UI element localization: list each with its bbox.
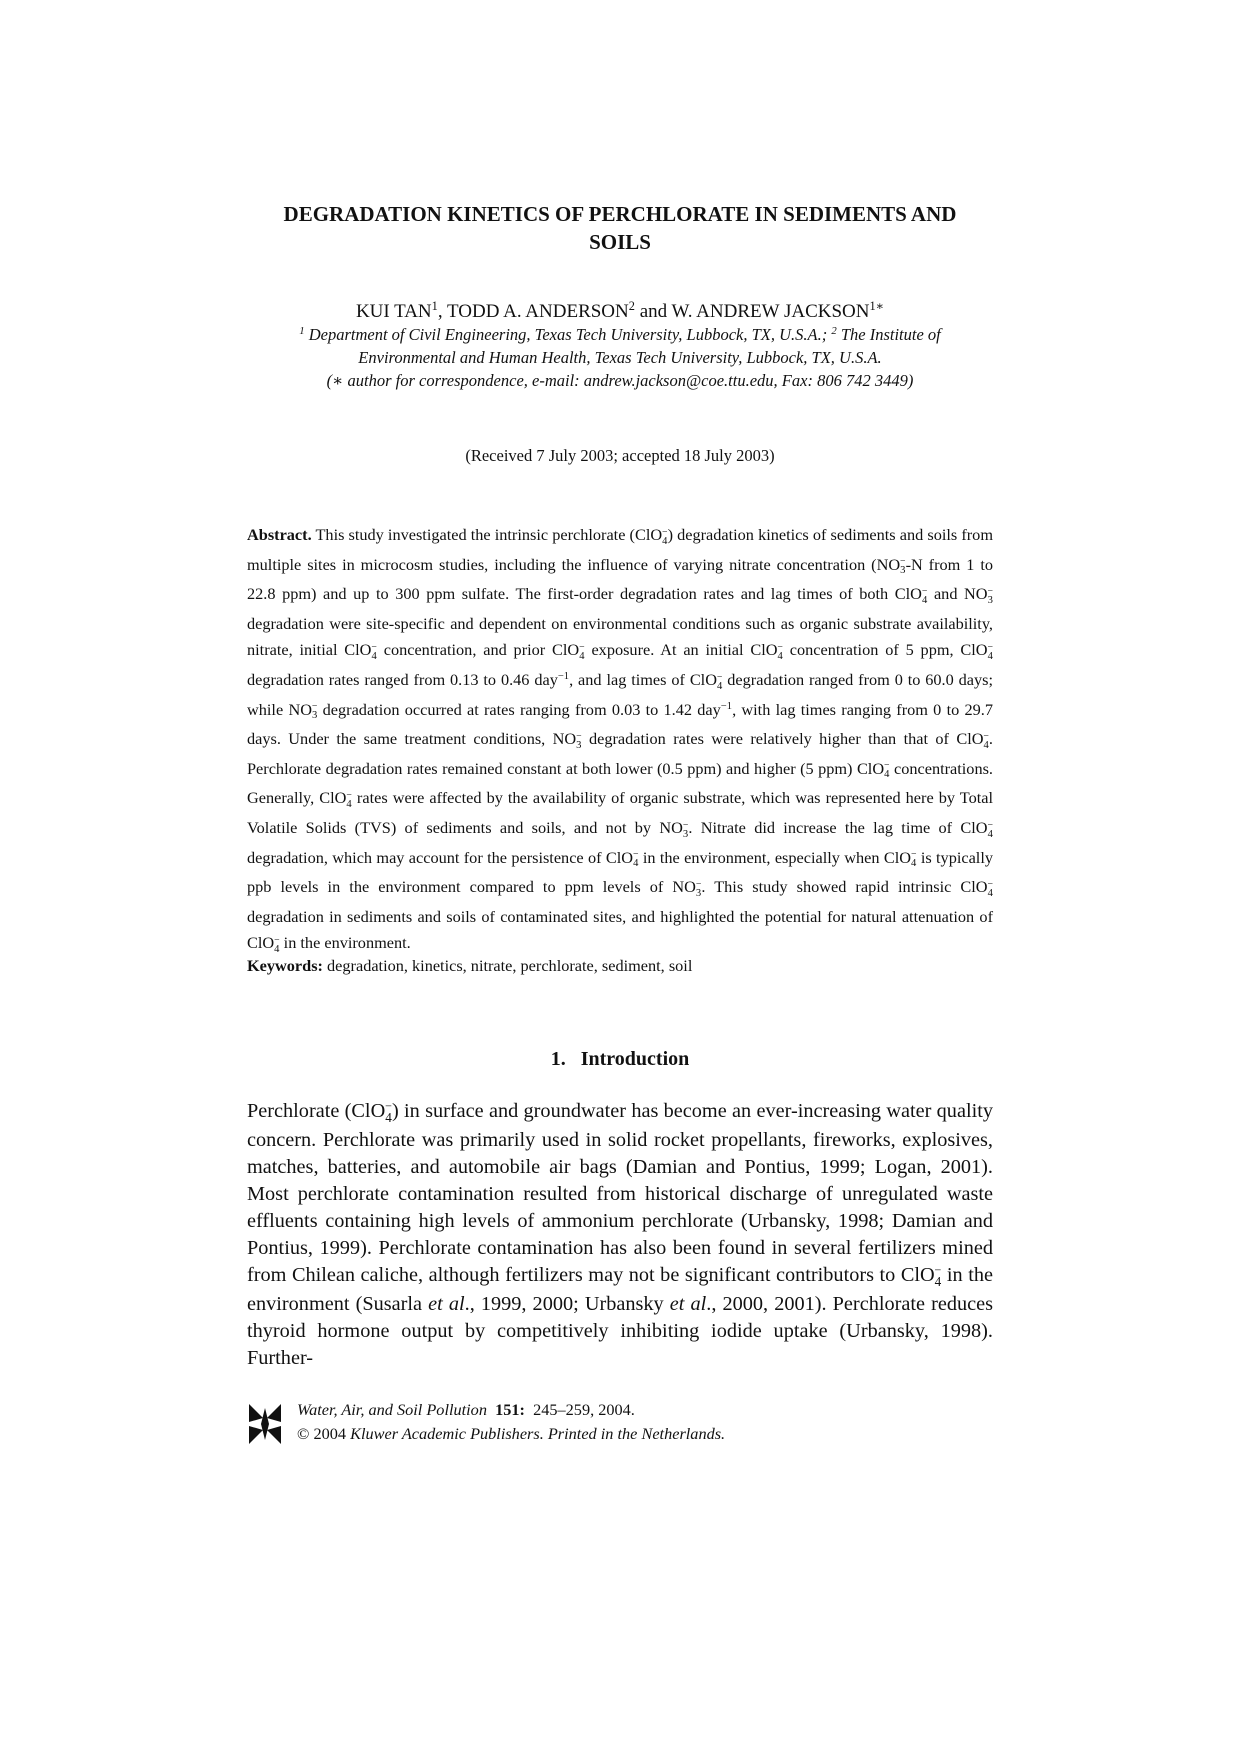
abstract-text: degradation rates were relatively higher than that of bbox=[581, 729, 957, 749]
copyright: © 2004 bbox=[297, 1424, 347, 1443]
author-1: KUI TAN bbox=[355, 301, 432, 322]
abstract-text: degradation in sediments and soils of contaminated sites, and highlighted the potential for natural attenuation of bbox=[247, 906, 993, 926]
nitrate-formula: $NO_3^-$ bbox=[672, 877, 702, 899]
abstract-text: concentrations. Generally, bbox=[247, 758, 993, 808]
abstract-text: is typically ppb levels in the environment compared to ppm levels of bbox=[247, 847, 993, 897]
abstract-text: degradation rates ranged from 0.13 to 0.46 day bbox=[247, 669, 558, 689]
affiliation-line-1 bbox=[230, 323, 1010, 346]
abstract-text: -N from 1 to 22.8 ppm) and up to 300 ppm sulfate. The first-order degradation rates and lag times of both bbox=[247, 554, 993, 604]
title-line-2: SOILS bbox=[589, 230, 651, 254]
intro-text: ) in surface and groundwater has become an ever-increasing water quality concern. Perchlorate was primarily used in solid rocket propellants, fireworks, explosives, matches, batteries, and automobile air bags (Damian and Pontius, 1999; Logan, 2001). Most perchlorate contamination resulted from historical discharge of unregulated waste effluents containing high levels of ammonium perchlorate (Urbansky, 1998; Damian and Pontius, 1999). Perchlorate contamination has also been found in several fertilizers mined from Chilean caliche, although fertilizers may not be significant contributors to bbox=[247, 1100, 993, 1286]
abstract-text: in the environment. bbox=[279, 933, 411, 953]
perchlorate-formula: ClO$_4$− bbox=[750, 640, 783, 663]
affiliation-line-2: Environmental and Human Health, Texas Tech University, Lubbock, TX, U.S.A. bbox=[358, 348, 882, 367]
correspondence-line: (∗ author for correspondence, e-mail: andrew.jackson@coe.ttu.edu, Fax: 806 742 3449) bbox=[326, 371, 914, 390]
abstract-label: Abstract. bbox=[247, 525, 312, 544]
exponent: −1 bbox=[720, 700, 733, 712]
abstract-text: degradation ranged from 0 to 60.0 days; while bbox=[247, 669, 994, 719]
perchlorate-formula: ClO$_4$− bbox=[894, 584, 928, 606]
abstract-text: degradation were site-specific and dependent on environmental conditions such as organic substrate availability, nitrate, initial bbox=[247, 613, 993, 660]
keywords bbox=[247, 956, 993, 976]
nitrate-formula: $NO_3^-$ bbox=[964, 584, 993, 606]
nitrate-formula: $NO_3^-$ bbox=[288, 699, 318, 722]
abstract-text: concentration, and prior bbox=[376, 640, 553, 660]
abstract-text: and bbox=[927, 584, 965, 604]
citation-block bbox=[297, 1398, 725, 1446]
copyright-line bbox=[297, 1422, 725, 1446]
author-2: TODD A. ANDERSON bbox=[447, 301, 629, 322]
intro-text: in the environment (Susarla bbox=[247, 1264, 993, 1315]
perchlorate-formula: ClO$_4$− bbox=[900, 1263, 942, 1289]
perchlorate-formula: ClO$_4$− bbox=[247, 933, 280, 956]
et-al: et al bbox=[428, 1293, 465, 1315]
perchlorate-formula: ClO$_4$− bbox=[689, 669, 723, 692]
journal-volume: 151: bbox=[495, 1400, 525, 1419]
perchlorate-formula: ClO$_4$− bbox=[956, 729, 989, 751]
abstract-text: . Perchlorate degradation rates remained constant at both lower (0.5 ppm) and higher (5 ppm) bbox=[247, 729, 993, 778]
citation-line bbox=[297, 1398, 725, 1422]
nitrate-formula: $NO_3^-$ bbox=[876, 554, 906, 577]
perchlorate-formula: ClO$_4$− bbox=[960, 640, 993, 663]
journal-footer bbox=[247, 1398, 993, 1458]
perchlorate-formula: ClO$_4$− bbox=[883, 847, 917, 870]
et-al: et al bbox=[669, 1293, 707, 1315]
title-line-1: DEGRADATION KINETICS OF PERCHLORATE IN SEDIMENTS AND bbox=[283, 202, 957, 226]
affil-text-1: Department of Civil Engineering, Texas Tech University, Lubbock, TX, U.S.A.; bbox=[304, 325, 832, 344]
nitrate-formula: $NO_3^-$ bbox=[552, 729, 582, 751]
abstract-text: . This study showed rapid intrinsic bbox=[701, 877, 961, 897]
perchlorate-formula: ClO$_4$− bbox=[319, 788, 352, 811]
abstract-text: , with lag times ranging from 0 to 29.7 days. Under the same treatment conditions, bbox=[247, 699, 993, 749]
perchlorate-formula: ClO$_4$− bbox=[960, 817, 993, 840]
perchlorate-formula: ClO$_4$− bbox=[605, 847, 639, 870]
abstract-text: , and lag times of bbox=[569, 669, 690, 689]
intro-text: ., 2000, 2001). Perchlorate reduces thyroid hormone output by competitively inhibiting iodide uptake (Urbansky, 1998). Further- bbox=[247, 1293, 994, 1369]
affil-text-2: The Institute of bbox=[836, 325, 941, 344]
abstract-text: ) degradation kinetics of sediments and soils from multiple sites in microcosm studies, including the influence of varying nitrate concentration ( bbox=[247, 525, 993, 574]
abstract-text: exposure. At an initial bbox=[584, 640, 751, 660]
author-1-affil: 1 bbox=[431, 299, 438, 314]
intro-text: Perchlorate ( bbox=[247, 1100, 352, 1122]
keywords-label: Keywords: bbox=[247, 956, 323, 975]
keywords-text: degradation, kinetics, nitrate, perchlorate, sediment, soil bbox=[322, 956, 693, 975]
affiliations bbox=[230, 323, 1010, 392]
author-2-affil: 2 bbox=[628, 299, 635, 314]
abstract bbox=[247, 522, 993, 960]
nitrate-formula: $NO_3^-$ bbox=[659, 817, 689, 840]
perchlorate-formula: ClO$_4$− bbox=[960, 877, 994, 899]
publisher: Kluwer Academic Publishers. Printed in the Netherlands. bbox=[350, 1424, 726, 1443]
journal-name: Water, Air, and Soil Pollution bbox=[297, 1400, 487, 1419]
perchlorate-formula: ClO$_4$− bbox=[552, 640, 585, 663]
author-3-affil: 1∗ bbox=[869, 299, 885, 314]
author-3: W. ANDREW JACKSON bbox=[671, 301, 870, 322]
perchlorate-formula: ClO$_4$− bbox=[856, 758, 890, 781]
abstract-text: in the environment, especially when bbox=[638, 847, 884, 867]
section-heading-introduction: 1. Introduction bbox=[550, 1048, 690, 1070]
author-and: and bbox=[634, 301, 672, 322]
perchlorate-formula: ClO$_4$− bbox=[344, 640, 377, 663]
perchlorate-formula: ClO$_4$− bbox=[351, 1099, 392, 1125]
author-list bbox=[200, 300, 1040, 324]
affil-mark-2: 2 bbox=[831, 325, 837, 338]
journal-pages: 245–259, 2004. bbox=[533, 1400, 635, 1419]
publisher-logo-icon bbox=[247, 1402, 283, 1446]
affil-mark-1: 1 bbox=[299, 325, 305, 338]
abstract-text: rates were affected by the availability of organic substrate, which was represented here by Total Volatile Solids (TVS) of sediments and soils, and not by bbox=[247, 788, 993, 837]
introduction-paragraph bbox=[247, 1098, 993, 1372]
received-dates: (Received 7 July 2003; accepted 18 July 2003) bbox=[465, 446, 775, 465]
author-sep: , bbox=[437, 301, 447, 322]
exponent: −1 bbox=[557, 671, 570, 683]
abstract-text: degradation, which may account for the persistence of bbox=[247, 847, 606, 867]
intro-text: ., 1999, 2000; Urbansky bbox=[464, 1293, 670, 1315]
abstract-text: degradation occurred at rates ranging from 0.03 to 1.42 day bbox=[317, 699, 721, 719]
abstract-text: . Nitrate did increase the lag time of bbox=[688, 817, 961, 837]
abstract-text: This study investigated the intrinsic perchlorate ( bbox=[311, 525, 635, 544]
perchlorate-formula: ClO$_4$− bbox=[634, 525, 668, 547]
paper-title bbox=[240, 200, 1000, 256]
abstract-text: concentration of 5 ppm, bbox=[782, 640, 961, 660]
